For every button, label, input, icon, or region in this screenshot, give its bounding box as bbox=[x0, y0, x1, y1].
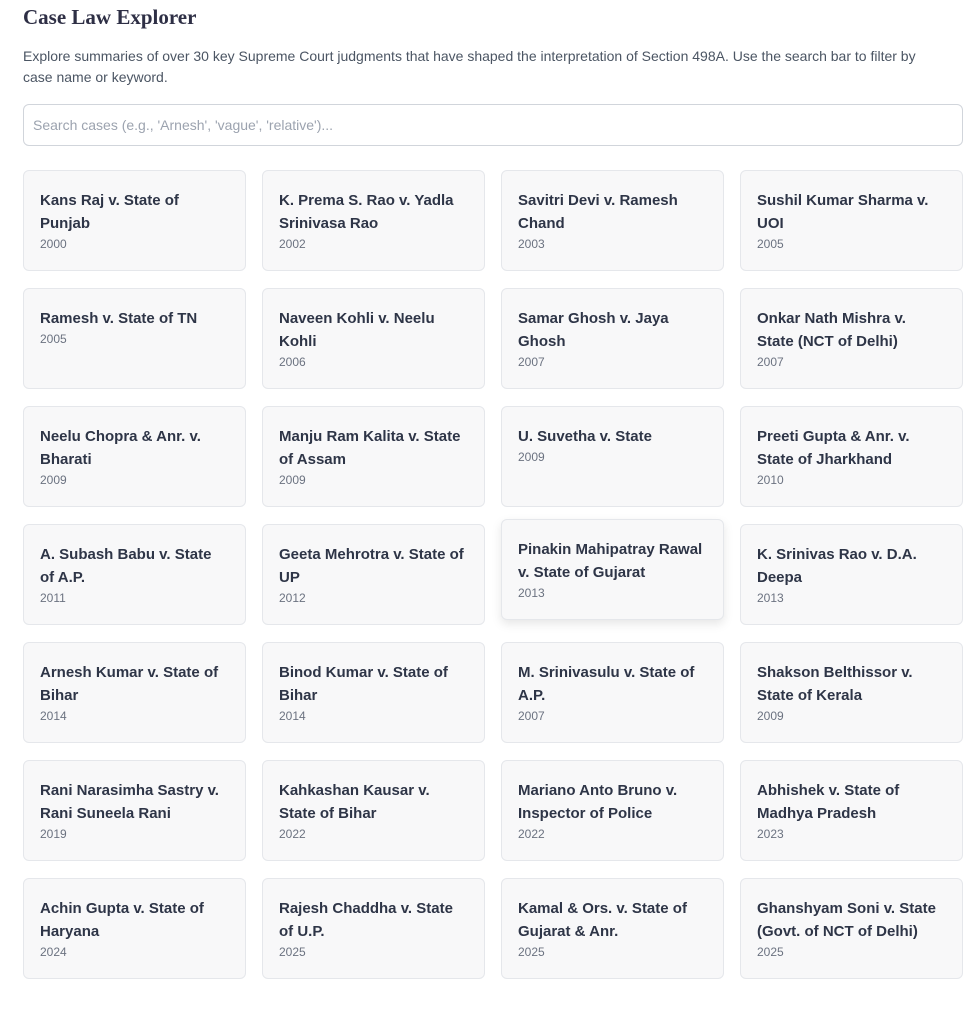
case-year: 2009 bbox=[279, 473, 306, 487]
case-card[interactable] bbox=[262, 760, 485, 861]
case-card[interactable] bbox=[23, 170, 246, 271]
case-year: 2009 bbox=[40, 473, 67, 487]
case-year: 2009 bbox=[757, 709, 784, 723]
case-card[interactable] bbox=[740, 524, 963, 625]
case-year: 2006 bbox=[279, 355, 306, 369]
case-name: Arnesh Kumar v. State of Bihar bbox=[40, 664, 219, 704]
case-name: Rajesh Chaddha v. State of U.P. bbox=[279, 900, 453, 940]
case-card[interactable] bbox=[262, 170, 485, 271]
case-name: Kamal & Ors. v. State of Gujarat & Anr. bbox=[518, 900, 687, 940]
case-name: Manju Ram Kalita v. State of Assam bbox=[279, 428, 461, 468]
case-name: Savitri Devi v. Ramesh Chand bbox=[518, 192, 678, 232]
case-year: 2025 bbox=[518, 945, 545, 959]
case-name: Achin Gupta v. State of Haryana bbox=[40, 900, 204, 940]
case-name: Rani Narasimha Sastry v. Rani Suneela Rani bbox=[40, 782, 219, 822]
case-card[interactable] bbox=[23, 642, 246, 743]
case-card[interactable] bbox=[501, 519, 724, 620]
page-title: Case Law Explorer bbox=[23, 5, 197, 29]
case-name: Samar Ghosh v. Jaya Ghosh bbox=[518, 310, 669, 350]
case-year: 2019 bbox=[40, 827, 67, 841]
case-card[interactable] bbox=[262, 524, 485, 625]
case-year: 2005 bbox=[40, 332, 67, 346]
case-year: 2002 bbox=[279, 237, 306, 251]
case-card[interactable] bbox=[501, 170, 724, 271]
case-year: 2007 bbox=[518, 709, 545, 723]
case-card[interactable] bbox=[740, 288, 963, 389]
case-card[interactable] bbox=[501, 406, 724, 507]
case-name: Mariano Anto Bruno v. Inspector of Police bbox=[518, 782, 678, 822]
case-name: Neelu Chopra & Anr. v. Bharati bbox=[40, 428, 201, 468]
case-name: Pinakin Mahipatray Rawal v. State of Gujarat bbox=[518, 541, 703, 581]
case-year: 2003 bbox=[518, 237, 545, 251]
case-name: Ramesh v. State of TN bbox=[40, 310, 198, 327]
case-card[interactable] bbox=[262, 642, 485, 743]
case-year: 2009 bbox=[518, 450, 545, 464]
case-year: 2011 bbox=[40, 591, 66, 605]
case-card[interactable] bbox=[262, 406, 485, 507]
case-name: Sushil Kumar Sharma v. UOI bbox=[757, 192, 929, 232]
case-card[interactable] bbox=[23, 406, 246, 507]
case-card[interactable] bbox=[740, 170, 963, 271]
case-name: Geeta Mehrotra v. State of UP bbox=[279, 546, 464, 586]
case-card[interactable] bbox=[501, 760, 724, 861]
case-year: 2025 bbox=[757, 945, 784, 959]
case-year: 2013 bbox=[757, 591, 784, 605]
page-description: Explore summaries of over 30 key Supreme Court judgments that have shaped the interpretation of Section 498A. Use the search bar to filter by case name or keyword. bbox=[23, 48, 916, 85]
case-card[interactable] bbox=[740, 642, 963, 743]
case-name: Onkar Nath Mishra v. State (NCT of Delhi) bbox=[757, 310, 906, 350]
case-name: Binod Kumar v. State of Bihar bbox=[279, 664, 448, 704]
case-card[interactable] bbox=[501, 642, 724, 743]
case-year: 2007 bbox=[757, 355, 784, 369]
case-year: 2022 bbox=[279, 827, 306, 841]
case-year: 2007 bbox=[518, 355, 545, 369]
case-name: Kans Raj v. State of Punjab bbox=[40, 192, 179, 232]
case-name: Preeti Gupta & Anr. v. State of Jharkhand bbox=[757, 428, 910, 468]
case-card[interactable] bbox=[740, 878, 963, 979]
case-grid bbox=[23, 170, 963, 979]
case-year: 2024 bbox=[40, 945, 67, 959]
case-card[interactable] bbox=[23, 524, 246, 625]
case-year: 2013 bbox=[518, 586, 545, 600]
case-card[interactable] bbox=[23, 878, 246, 979]
case-card[interactable] bbox=[501, 288, 724, 389]
case-name: K. Srinivas Rao v. D.A. Deepa bbox=[757, 546, 917, 586]
case-year: 2025 bbox=[279, 945, 306, 959]
case-name: A. Subash Babu v. State of A.P. bbox=[40, 546, 212, 586]
case-year: 2023 bbox=[757, 827, 784, 841]
case-year: 2022 bbox=[518, 827, 545, 841]
case-card[interactable] bbox=[23, 288, 246, 389]
case-year: 2005 bbox=[757, 237, 784, 251]
case-name: U. Suvetha v. State bbox=[518, 428, 652, 445]
case-card[interactable] bbox=[501, 878, 724, 979]
case-year: 2010 bbox=[757, 473, 784, 487]
case-year: 2012 bbox=[279, 591, 306, 605]
case-card[interactable] bbox=[740, 406, 963, 507]
case-card[interactable] bbox=[740, 760, 963, 861]
case-name: Naveen Kohli v. Neelu Kohli bbox=[279, 310, 435, 350]
case-name: Shakson Belthissor v. State of Kerala bbox=[757, 664, 913, 704]
case-name: Abhishek v. State of Madhya Pradesh bbox=[757, 782, 900, 822]
case-year: 2014 bbox=[279, 709, 306, 723]
case-name: M. Srinivasulu v. State of A.P. bbox=[518, 664, 695, 704]
search-input[interactable] bbox=[23, 104, 963, 146]
case-year: 2000 bbox=[40, 237, 67, 251]
case-name: K. Prema S. Rao v. Yadla Srinivasa Rao bbox=[279, 192, 454, 232]
case-card[interactable] bbox=[262, 878, 485, 979]
case-card[interactable] bbox=[262, 288, 485, 389]
case-year: 2014 bbox=[40, 709, 67, 723]
case-name: Ghanshyam Soni v. State (Govt. of NCT of Delhi) bbox=[757, 900, 936, 940]
case-name: Kahkashan Kausar v. State of Bihar bbox=[279, 782, 430, 822]
case-card[interactable] bbox=[23, 760, 246, 861]
